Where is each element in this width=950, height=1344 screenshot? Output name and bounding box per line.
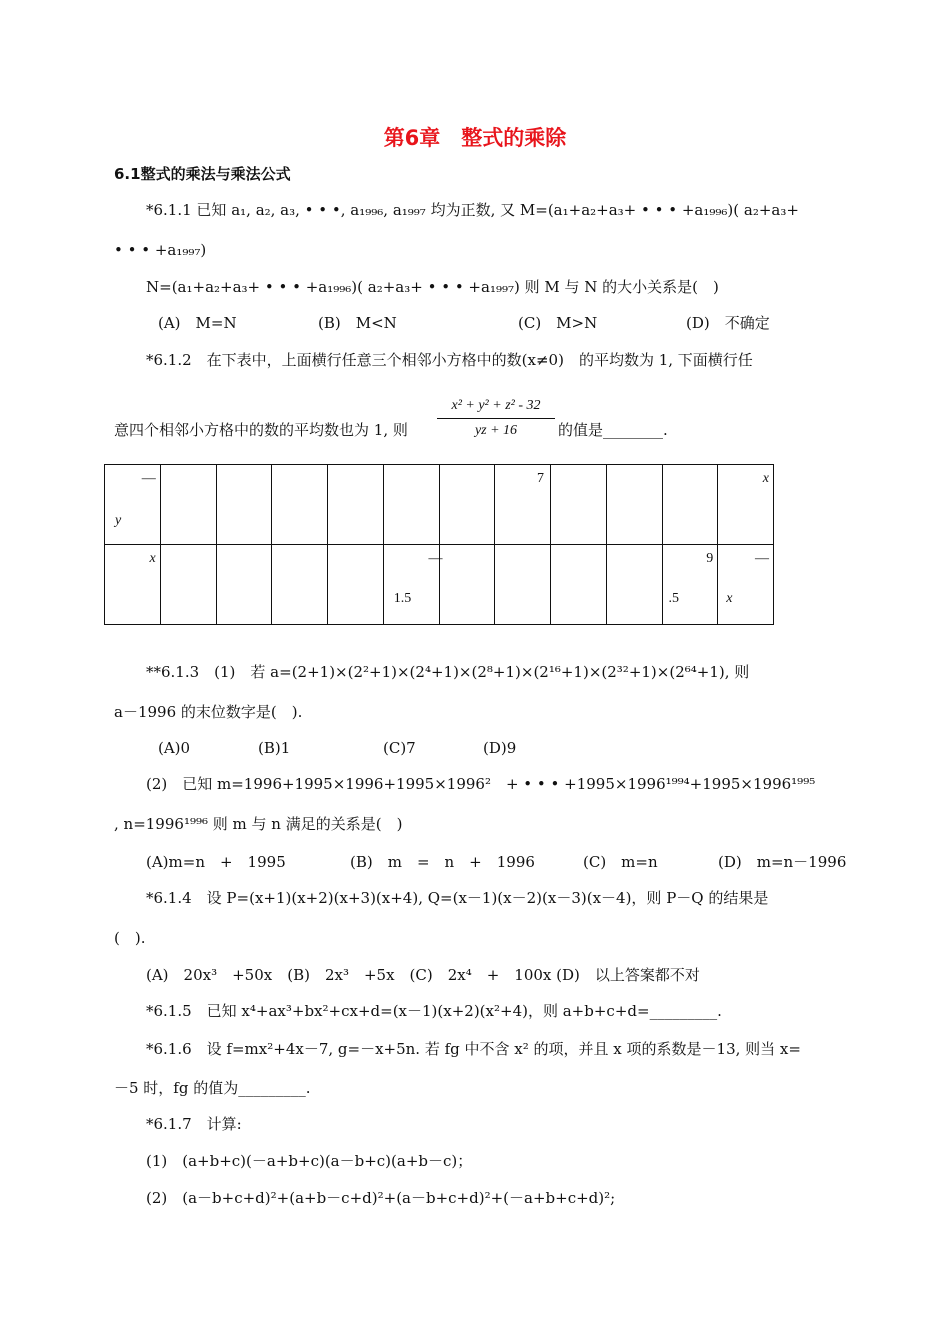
table-cell	[160, 465, 216, 545]
table-cell	[272, 545, 328, 625]
number-grid	[104, 464, 774, 625]
problem-6-1-7-part2: (2) (a－b+c+d)²+(a+b－c+d)²+(a－b+c+d)²+(－a+b+c+d)²;	[146, 1189, 616, 1207]
problem-6-1-7-part1: (1) (a+b+c)(－a+b+c)(a－b+c)(a+b－c)；	[146, 1152, 473, 1170]
table-cell	[328, 545, 384, 625]
problem-6-1-3-part2: (2) 已知 m=1996+1995×1996+1995×1996² + • • • +1995×1996¹⁹⁹⁴+1995×1996¹⁹⁹⁵	[146, 775, 816, 793]
cell-value: 1.5	[393, 591, 412, 606]
table-cell	[662, 465, 718, 545]
table-cell	[439, 465, 495, 545]
cell-value: .5	[668, 591, 679, 606]
page-title: 第6章 整式的乘除	[383, 126, 567, 150]
cell-value: x	[762, 471, 769, 486]
problem-6-1-4-line1: *6.1.4 设 P=(x+1)(x+2)(x+3)(x+4), Q=(x－1)(x－2)(x－3)(x－4)，则 P－Q 的结果是	[146, 889, 769, 907]
cell-value: 7	[537, 471, 544, 486]
table-cell	[606, 465, 662, 545]
table-cell	[105, 545, 161, 625]
table-cell	[495, 545, 551, 625]
option-a: (A)0	[158, 739, 191, 757]
problem-6-1-3-part2-line2: , n=1996¹⁹⁹⁶ 则 m 与 n 满足的关系是( )	[114, 815, 403, 833]
cell-value: —	[141, 471, 156, 486]
problem-6-1-2-line2: 意四个相邻小方格中的数的平均数也为 1, 则	[114, 421, 408, 439]
problem-6-1-6-line2: －5 时，fg 的值为_________.	[114, 1079, 311, 1097]
problem-6-1-2-blank: 的值是________.	[558, 421, 668, 439]
option-a: (A) M=N	[158, 314, 237, 332]
table-cell	[718, 465, 774, 545]
problem-6-1-4-options: (A) 20x³ +50x (B) 2x³ +5x (C) 2x⁴ + 100x (D) 以上答案都不对	[146, 966, 700, 984]
table-cell	[383, 545, 443, 625]
problem-6-1-3-line2: a－1996 的末位数字是( ).	[114, 703, 303, 721]
option-d: (D) m=n－1996	[718, 853, 847, 871]
table-cell	[662, 545, 718, 625]
table-cell	[216, 545, 272, 625]
problem-6-1-1-line2: • • • +a₁₉₉₇)	[114, 241, 207, 259]
option-d: (D) 不确定	[686, 314, 770, 332]
cell-value: x	[726, 591, 733, 606]
cell-value: 9	[706, 551, 714, 566]
table-cell	[160, 545, 216, 625]
option-c: (C) m=n	[583, 853, 658, 871]
grid-bottom-row	[105, 545, 774, 625]
table-cell	[439, 545, 495, 625]
problem-6-1-3-line1: **6.1.3 (1) 若 a=(2+1)×(2²+1)×(2⁴+1)×(2⁸+1)×(2¹⁶+1)×(2³²+1)×(2⁶⁴+1), 则	[146, 663, 750, 681]
problem-6-1-7: *6.1.7 计算:	[146, 1115, 242, 1133]
option-b: (B) m = n + 1996	[350, 853, 535, 871]
option-a: (A)m=n + 1995	[146, 853, 286, 871]
table-cell	[216, 465, 272, 545]
option-c: (C)7	[383, 739, 416, 757]
section-heading: 6.1整式的乘法与乘法公式	[114, 165, 291, 183]
table-cell	[105, 465, 161, 545]
cell-value: x	[149, 551, 156, 566]
table-cell	[272, 465, 328, 545]
problem-6-1-5: *6.1.5 已知 x⁴+ax³+bx²+cx+d=(x－1)(x+2)(x²+4)，则 a+b+c+d=_________.	[146, 1002, 722, 1020]
table-cell	[383, 465, 439, 545]
problem-6-1-1-line1: *6.1.1 已知 a₁, a₂, a₃, • • •, a₁₉₉₆, a₁₉₉₇ 均为正数, 又 M=(a₁+a₂+a₃+ • • • +a₁₉₉₆)( a₂+a₃+	[146, 201, 799, 219]
table-cell	[328, 465, 384, 545]
problem-6-1-4-line2: ( ).	[114, 929, 146, 947]
option-b: (B)1	[258, 739, 291, 757]
fraction-denominator: yz + 16	[474, 423, 518, 438]
table-cell	[495, 465, 551, 545]
table-cell	[551, 465, 607, 545]
fraction-numerator: x² + y² + z² - 32	[437, 398, 555, 419]
problem-6-1-2-line1: *6.1.2 在下表中，上面横行任意三个相邻小方格中的数(x≠0) 的平均数为 1, 下面横行任	[146, 351, 753, 369]
cell-value: —	[428, 551, 443, 566]
cell-value: y	[115, 513, 122, 528]
option-d: (D)9	[483, 739, 517, 757]
table-cell	[551, 545, 607, 625]
fraction-expression	[437, 398, 555, 439]
option-b: (B) M<N	[318, 314, 397, 332]
problem-6-1-1-line3: N=(a₁+a₂+a₃+ • • • +a₁₉₉₆)( a₂+a₃+ • • • +a₁₉₉₇) 则 M 与 N 的大小关系是( )	[146, 278, 719, 296]
problem-6-1-6-line1: *6.1.6 设 f=mx²+4x－7, g=－x+5n. 若 fg 中不含 x² 的项，并且 x 项的系数是－13, 则当 x=	[146, 1040, 801, 1058]
cell-value: —	[755, 551, 769, 566]
table-cell	[606, 545, 662, 625]
grid-top-row	[105, 465, 774, 545]
table-cell	[718, 545, 774, 625]
option-c: (C) M>N	[518, 314, 598, 332]
